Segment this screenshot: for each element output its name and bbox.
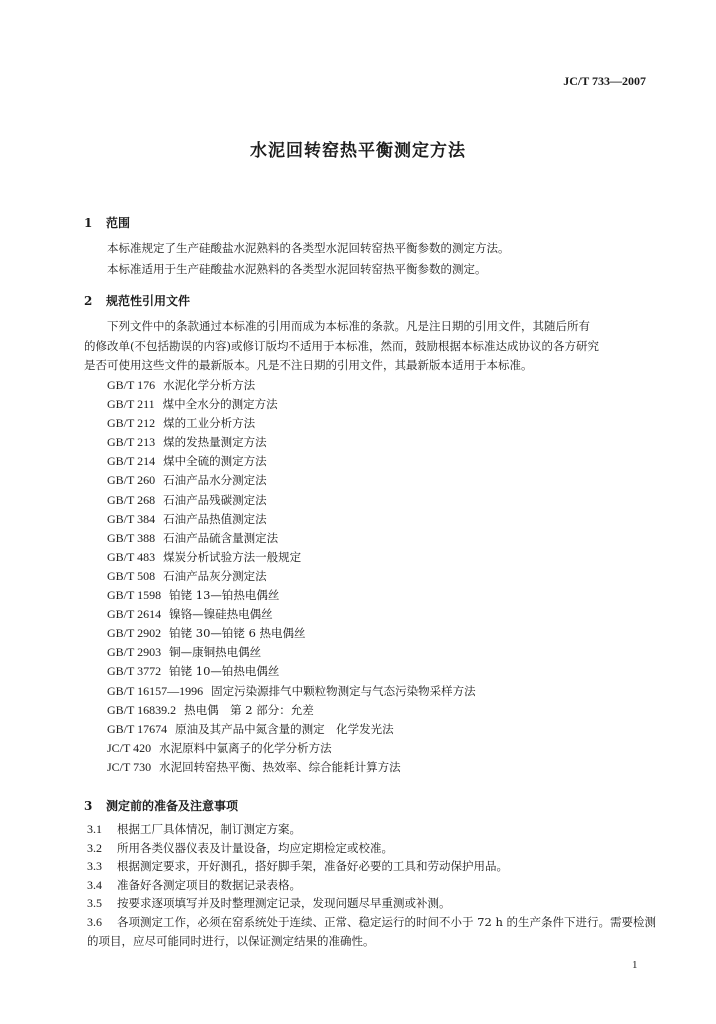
reference-title: 煤的发热量测定方法 <box>163 435 267 450</box>
reference-title: 铂铑 13—铂热电偶丝 <box>169 588 280 603</box>
reference-title: 固定污染源排气中颗粒物测定与气态污染物采样方法 <box>211 683 476 698</box>
standard-number: JC/T 733—2007 <box>563 74 646 88</box>
reference-code: GB/T 16157—1996 <box>107 683 204 698</box>
reference-item <box>107 548 476 567</box>
item-text: 根据工厂具体情况，制订测定方案。 <box>117 822 301 836</box>
reference-title: 煤炭分析试验方法一般规定 <box>163 549 302 564</box>
reference-title: 铂铑 30—铂铑 6 热电偶丝 <box>169 626 306 641</box>
preparation-item <box>87 820 657 839</box>
reference-item <box>107 433 476 452</box>
reference-code: GB/T 1598 <box>107 588 162 603</box>
section-2-number: 2 <box>84 294 93 308</box>
reference-item <box>107 662 476 681</box>
reference-item <box>107 414 476 433</box>
reference-code: GB/T 384 <box>107 511 156 526</box>
reference-item <box>107 624 476 643</box>
preparation-item <box>87 857 657 876</box>
document-title: 水泥回转窑热平衡测定方法 <box>250 141 466 161</box>
reference-code: GB/T 483 <box>107 549 156 564</box>
section-1-number: 1 <box>84 216 93 230</box>
item-number: 3.1 <box>87 822 102 836</box>
reference-item <box>107 567 476 586</box>
section-2-heading <box>84 292 190 309</box>
reference-item <box>107 682 476 701</box>
reference-item <box>107 529 476 548</box>
reference-item <box>107 720 476 739</box>
section-2-title: 规范性引用文件 <box>106 294 191 308</box>
section-3-title: 测定前的准备及注意事项 <box>106 799 239 813</box>
reference-item <box>107 605 476 624</box>
item-number: 3.3 <box>87 859 102 874</box>
section-3-number: 3 <box>84 799 93 813</box>
reference-item <box>107 510 476 529</box>
reference-code: JC/T 730 <box>107 759 152 774</box>
reference-code: GB/T 213 <box>107 435 156 450</box>
reference-title: 石油产品灰分测定法 <box>163 568 267 583</box>
reference-title: 热电偶 第 2 部分：允差 <box>184 702 314 717</box>
item-number: 3.2 <box>87 840 102 855</box>
reference-title: 水泥原料中氯离子的化学分析方法 <box>159 740 332 755</box>
reference-code: JC/T 420 <box>107 740 152 755</box>
reference-code: GB/T 2614 <box>107 607 162 622</box>
preparation-item <box>87 894 657 913</box>
normative-reference-list <box>107 376 476 777</box>
reference-title: 煤中全水分的测定方法 <box>162 397 278 412</box>
section-3-heading <box>84 797 238 814</box>
reference-title: 石油产品热值测定法 <box>163 511 267 526</box>
reference-code: GB/T 3772 <box>107 664 162 679</box>
reference-item <box>107 739 476 758</box>
section-1-title: 范围 <box>106 216 131 230</box>
reference-item <box>107 376 476 395</box>
reference-code: GB/T 508 <box>107 568 156 583</box>
reference-title: 煤的工业分析方法 <box>163 416 256 431</box>
reference-code: GB/T 388 <box>107 530 156 545</box>
preparation-item <box>87 876 657 895</box>
reference-code: GB/T 214 <box>107 454 156 469</box>
reference-code: GB/T 2903 <box>107 645 162 660</box>
item-number: 3.4 <box>87 877 102 892</box>
preparation-item <box>87 913 657 950</box>
reference-title: 石油产品残碳测定法 <box>163 492 267 507</box>
reference-code: GB/T 268 <box>107 492 156 507</box>
reference-item <box>107 643 476 662</box>
reference-item <box>107 586 476 605</box>
section-2-intro-line: 下列文件中的条款通过本标准的引用而成为本标准的条款。凡是注日期的引用文件，其随后所有 <box>107 319 590 333</box>
item-text: 各项测定工作，必须在窑系统处于连续、正常、稳定运行的时间不小于 72 h 的生产条件下进行。需要检测的项目，应尽可能同时进行，以保证测定结果的准确性。 <box>87 914 657 948</box>
reference-code: GB/T 211 <box>107 397 155 412</box>
section-2-intro-line: 是否可使用这些文件的最新版本。凡是不注日期的引用文件，其最新版本适用于本标准。 <box>84 358 533 372</box>
item-text: 按要求逐项填写并及时整理测定记录，发现问题尽早重测或补测。 <box>117 896 451 911</box>
preparation-item-list <box>87 820 657 950</box>
reference-title: 铜—康铜热电偶丝 <box>169 645 262 660</box>
reference-item <box>107 471 476 490</box>
reference-title: 水泥回转窑热平衡、热效率、综合能耗计算方法 <box>159 759 401 774</box>
reference-item <box>107 758 476 777</box>
reference-title: 石油产品硫含量测定法 <box>163 530 279 545</box>
reference-item <box>107 491 476 510</box>
item-number: 3.5 <box>87 896 102 911</box>
section-2-intro-line: 的修改单(不包括勘误的内容)或修订版均不适用于本标准，然而，鼓励根据本标准达成协议的各方研究 <box>84 339 599 353</box>
reference-title: 石油产品水分测定法 <box>163 473 267 488</box>
reference-item <box>107 701 476 720</box>
section-1-paragraph: 本标准规定了生产硅酸盐水泥熟料的各类型水泥回转窑热平衡参数的测定方法。 <box>107 241 510 255</box>
reference-title: 铂铑 10—铂热电偶丝 <box>169 664 280 679</box>
reference-item <box>107 395 476 414</box>
item-text: 根据测定要求，开好测孔，搭好脚手架，准备好必要的工具和劳动保护用品。 <box>117 859 508 874</box>
reference-code: GB/T 260 <box>107 473 156 488</box>
section-1-paragraph: 本标准适用于生产硅酸盐水泥熟料的各类型水泥回转窑热平衡参数的测定。 <box>107 262 487 276</box>
reference-code: GB/T 212 <box>107 416 156 431</box>
reference-title: 镍铬—镍硅热电偶丝 <box>169 607 273 622</box>
reference-code: GB/T 176 <box>107 378 156 392</box>
reference-title: 煤中全硫的测定方法 <box>163 454 267 469</box>
item-text: 所用各类仪器仪表及计量设备，均应定期检定或校准。 <box>117 840 393 855</box>
item-text: 准备好各测定项目的数据记录表格。 <box>117 877 301 892</box>
reference-title: 水泥化学分析方法 <box>163 378 256 392</box>
page-number: 1 <box>632 959 638 971</box>
reference-title: 原油及其产品中氮含量的测定 化学发光法 <box>175 721 394 736</box>
reference-code: GB/T 16839.2 <box>107 702 177 717</box>
preparation-item <box>87 839 657 858</box>
item-number: 3.6 <box>87 914 102 929</box>
section-1-heading <box>84 214 130 231</box>
reference-code: GB/T 2902 <box>107 626 162 641</box>
reference-code: GB/T 17674 <box>107 721 168 736</box>
reference-item <box>107 452 476 471</box>
